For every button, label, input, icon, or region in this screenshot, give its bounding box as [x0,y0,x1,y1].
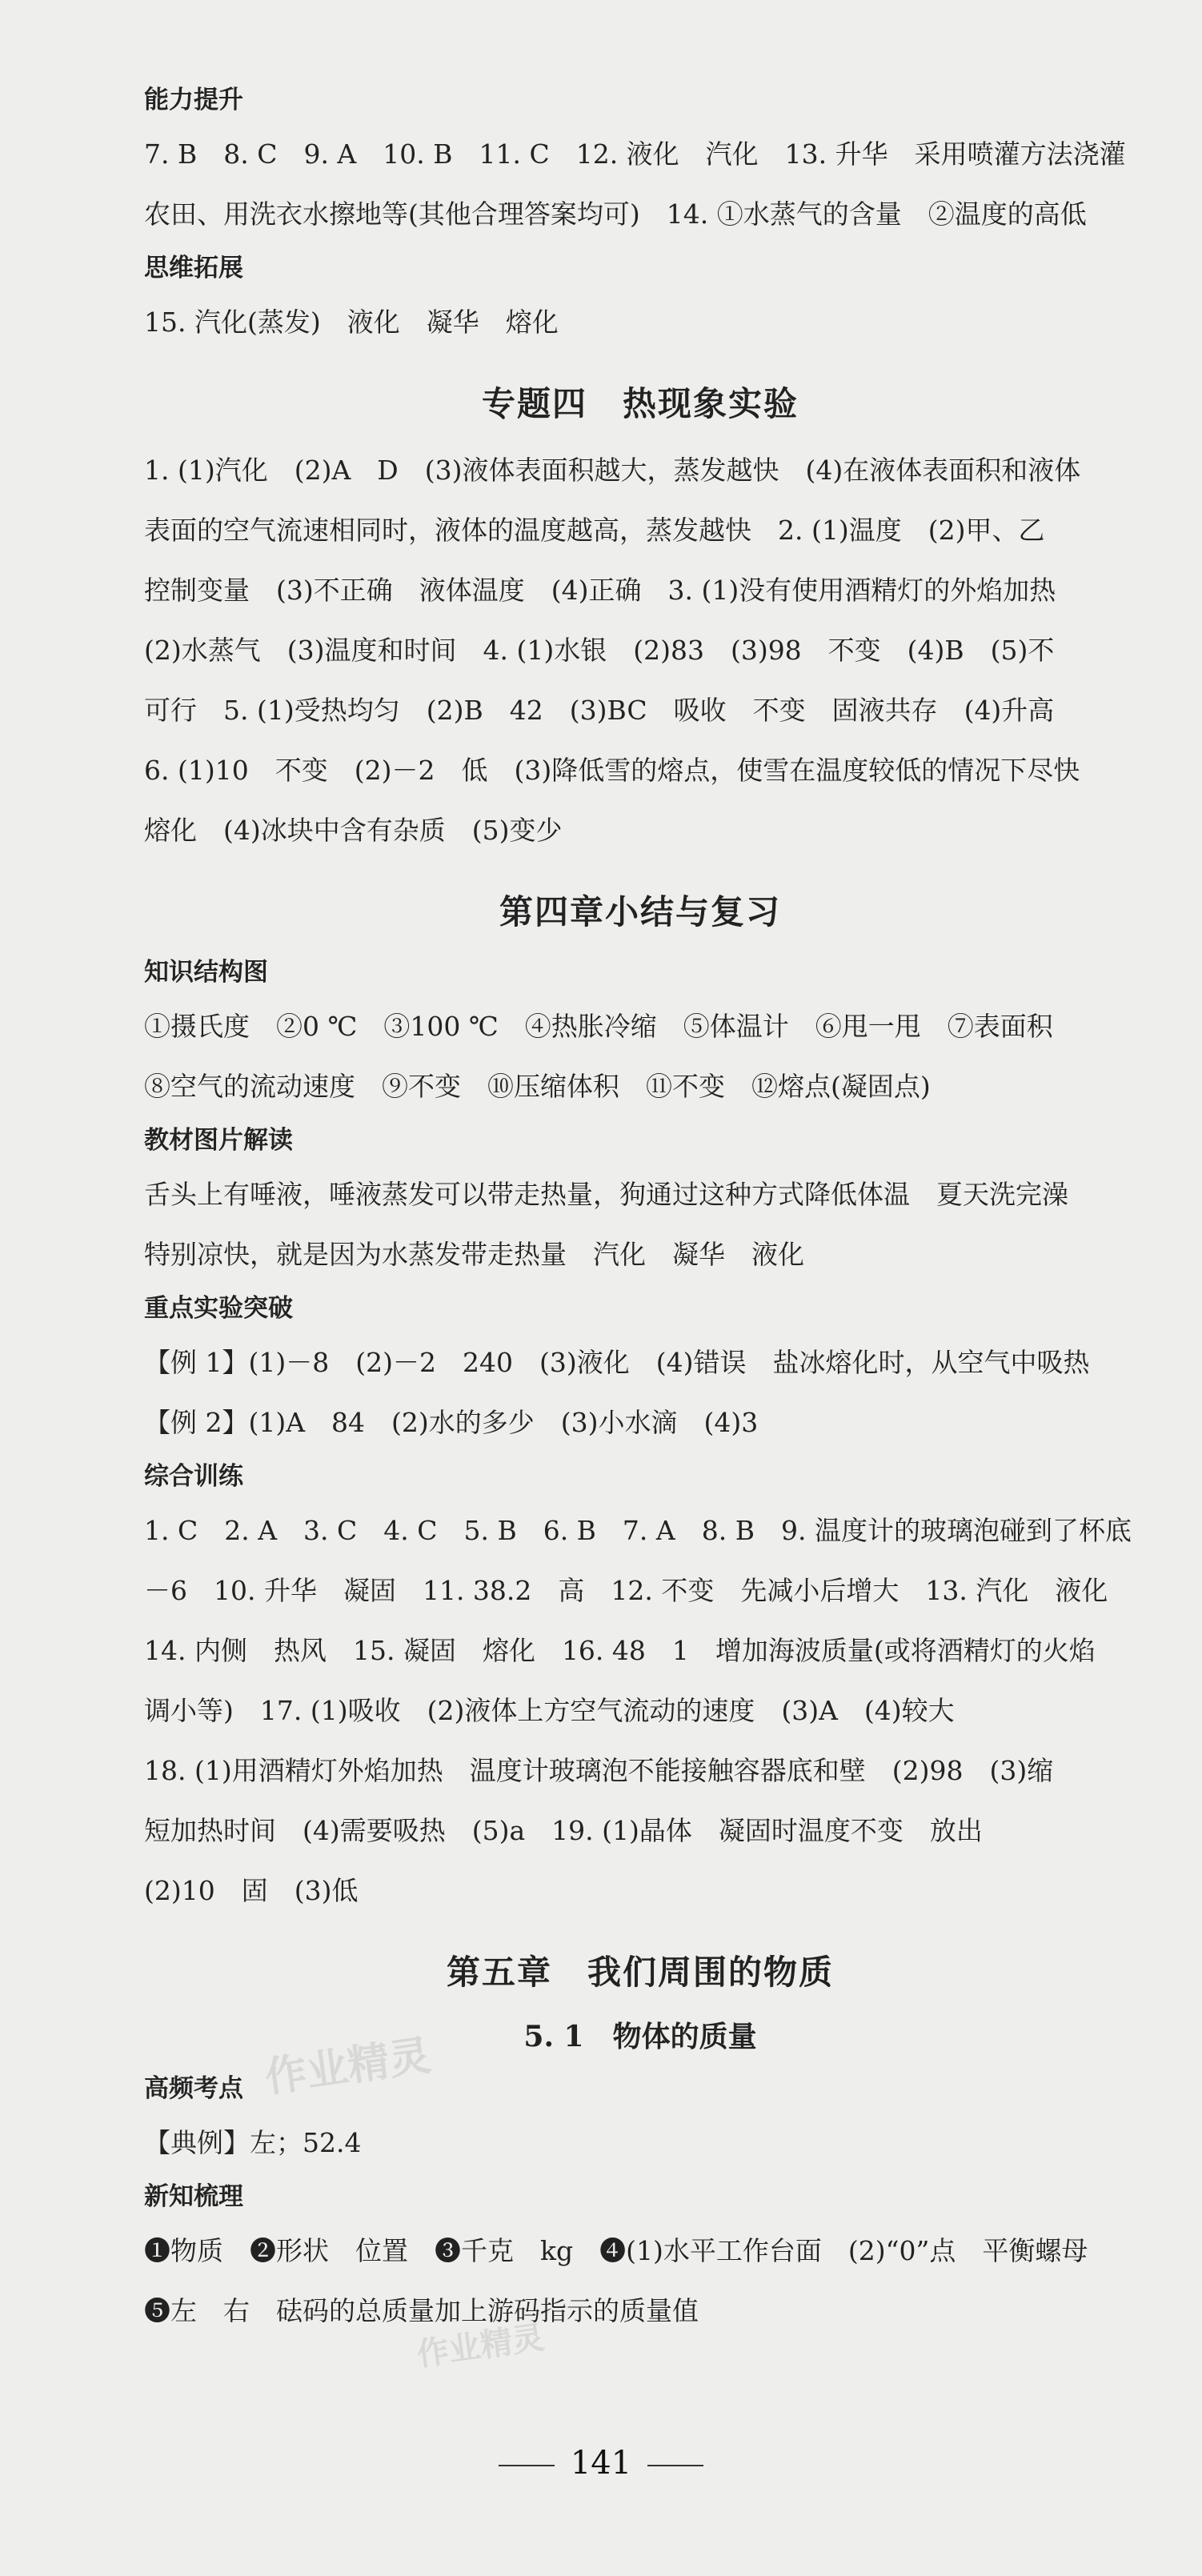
page-number-right-dash [647,2465,703,2466]
answer-line: 短加热时间 (4)需要吸热 (5)a 19. (1)晶体 凝固时温度不变 放出 [144,1815,983,1846]
answer-line: 18. (1)用酒精灯外焰加热 温度计玻璃泡不能接触容器底和壁 (2)98 (3)缩 [144,1755,1054,1786]
answer-line: 1. (1)汽化 (2)A D (3)液体表面积越大，蒸发越快 (4)在液体表面积和液体 [144,455,1081,486]
answer-content [144,76,1136,2341]
section-label: 思维拓展 [144,254,243,282]
answer-line: 15. 汽化(蒸发) 液化 凝华 熔化 [144,306,559,338]
answer-line: 6. (1)10 不变 (2)－2 低 (3)降低雪的熔点，使雪在温度较低的情况下尽快 [144,755,1080,786]
answer-line: 可行 5. (1)受热均匀 (2)B 42 (3)BC 吸收 不变 固液共存 (4)升高 [144,695,1055,726]
answer-line: －6 10. 升华 凝固 11. 38.2 高 12. 不变 先减小后增大 13. 汽化 液化 [144,1575,1108,1606]
answer-line: ⑧空气的流动速度 ⑨不变 ⑩压缩体积 ⑪不变 ⑫熔点(凝固点) [144,1071,931,1102]
section-label: 重点实验突破 [144,1294,293,1323]
answer-line: (2)水蒸气 (3)温度和时间 4. (1)水银 (2)83 (3)98 不变 (4)B (5)不 [144,635,1055,666]
watermark-1: 作业精灵 [262,2031,434,2103]
section-label: 新知梳理 [144,2182,243,2211]
answer-line: 【例 2】(1)A 84 (2)水的多少 (3)小水滴 (4)3 [144,1407,759,1438]
answer-line: 调小等) 17. (1)吸收 (2)液体上方空气流动的速度 (3)A (4)较大 [144,1695,955,1726]
answer-line: ❺左 右 砝码的总质量加上游码指示的质量值 [144,2295,699,2326]
answer-line: 表面的空气流速相同时，液体的温度越高，蒸发越快 2. (1)温度 (2)甲、乙 [144,515,1045,546]
chapter-title: 第四章小结与复习 [499,892,781,931]
section-label: 综合训练 [144,1462,243,1491]
answer-line: 7. B 8. C 9. A 10. B 11. C 12. 液化 汽化 13. 升华 采用喷灌方法浇灌 [144,138,1126,170]
answer-line: 14. 内侧 热风 15. 凝固 熔化 16. 48 1 增加海波质量(或将酒精灯的火焰 [144,1635,1096,1666]
answer-line: ❶物质 ❷形状 位置 ❸千克 kg ❹(1)水平工作台面 (2)“0”点 平衡螺母 [144,2235,1088,2266]
answer-line: ①摄氏度 ②0 ℃ ③100 ℃ ④热胀冷缩 ⑤体温计 ⑥甩一甩 ⑦表面积 [144,1011,1053,1042]
section-label: 能力提升 [144,86,243,114]
spacer [144,860,1136,876]
spacer [144,352,1136,368]
answer-line: 特别凉快，就是因为水蒸发带走热量 汽化 凝华 液化 [144,1239,804,1270]
section-label: 教材图片解读 [144,1126,293,1155]
answer-line: 【典例】左；52.4 [144,2127,362,2158]
watermark-2: 作业精灵 [415,2319,547,2374]
chapter-title: 专题四 热现象实验 [481,384,799,423]
chapter-title: 第五章 我们周围的物质 [446,1953,834,1992]
answer-line: 农田、用洗衣水擦地等(其他合理答案均可) 14. ①水蒸气的含量 ②温度的高低 [144,198,1087,230]
page-number-value: 141 [570,2445,632,2482]
page-number-left-dash [499,2465,555,2466]
answer-line: 1. C 2. A 3. C 4. C 5. B 6. B 7. A 8. B 9. 温度计的玻璃泡碰到了杯底 [144,1515,1132,1546]
answer-line: 熔化 (4)冰块中含有杂质 (5)变少 [144,815,563,846]
spacer [144,1921,1136,1937]
page-number [0,2445,1202,2482]
section-label: 知识结构图 [144,958,268,987]
answer-line: 【例 1】(1)－8 (2)－2 240 (3)液化 (4)错误 盐冰熔化时，从空气中吸热 [144,1347,1090,1378]
section-title: 5. 1 物体的质量 [523,2020,757,2053]
answer-line: (2)10 固 (3)低 [144,1875,359,1906]
answer-line: 控制变量 (3)不正确 液体温度 (4)正确 3. (1)没有使用酒精灯的外焰加热 [144,575,1056,606]
section-label: 高频考点 [144,2074,243,2103]
answer-line: 舌头上有唾液，唾液蒸发可以带走热量，狗通过这种方式降低体温 夏天洗完澡 [144,1179,1068,1210]
